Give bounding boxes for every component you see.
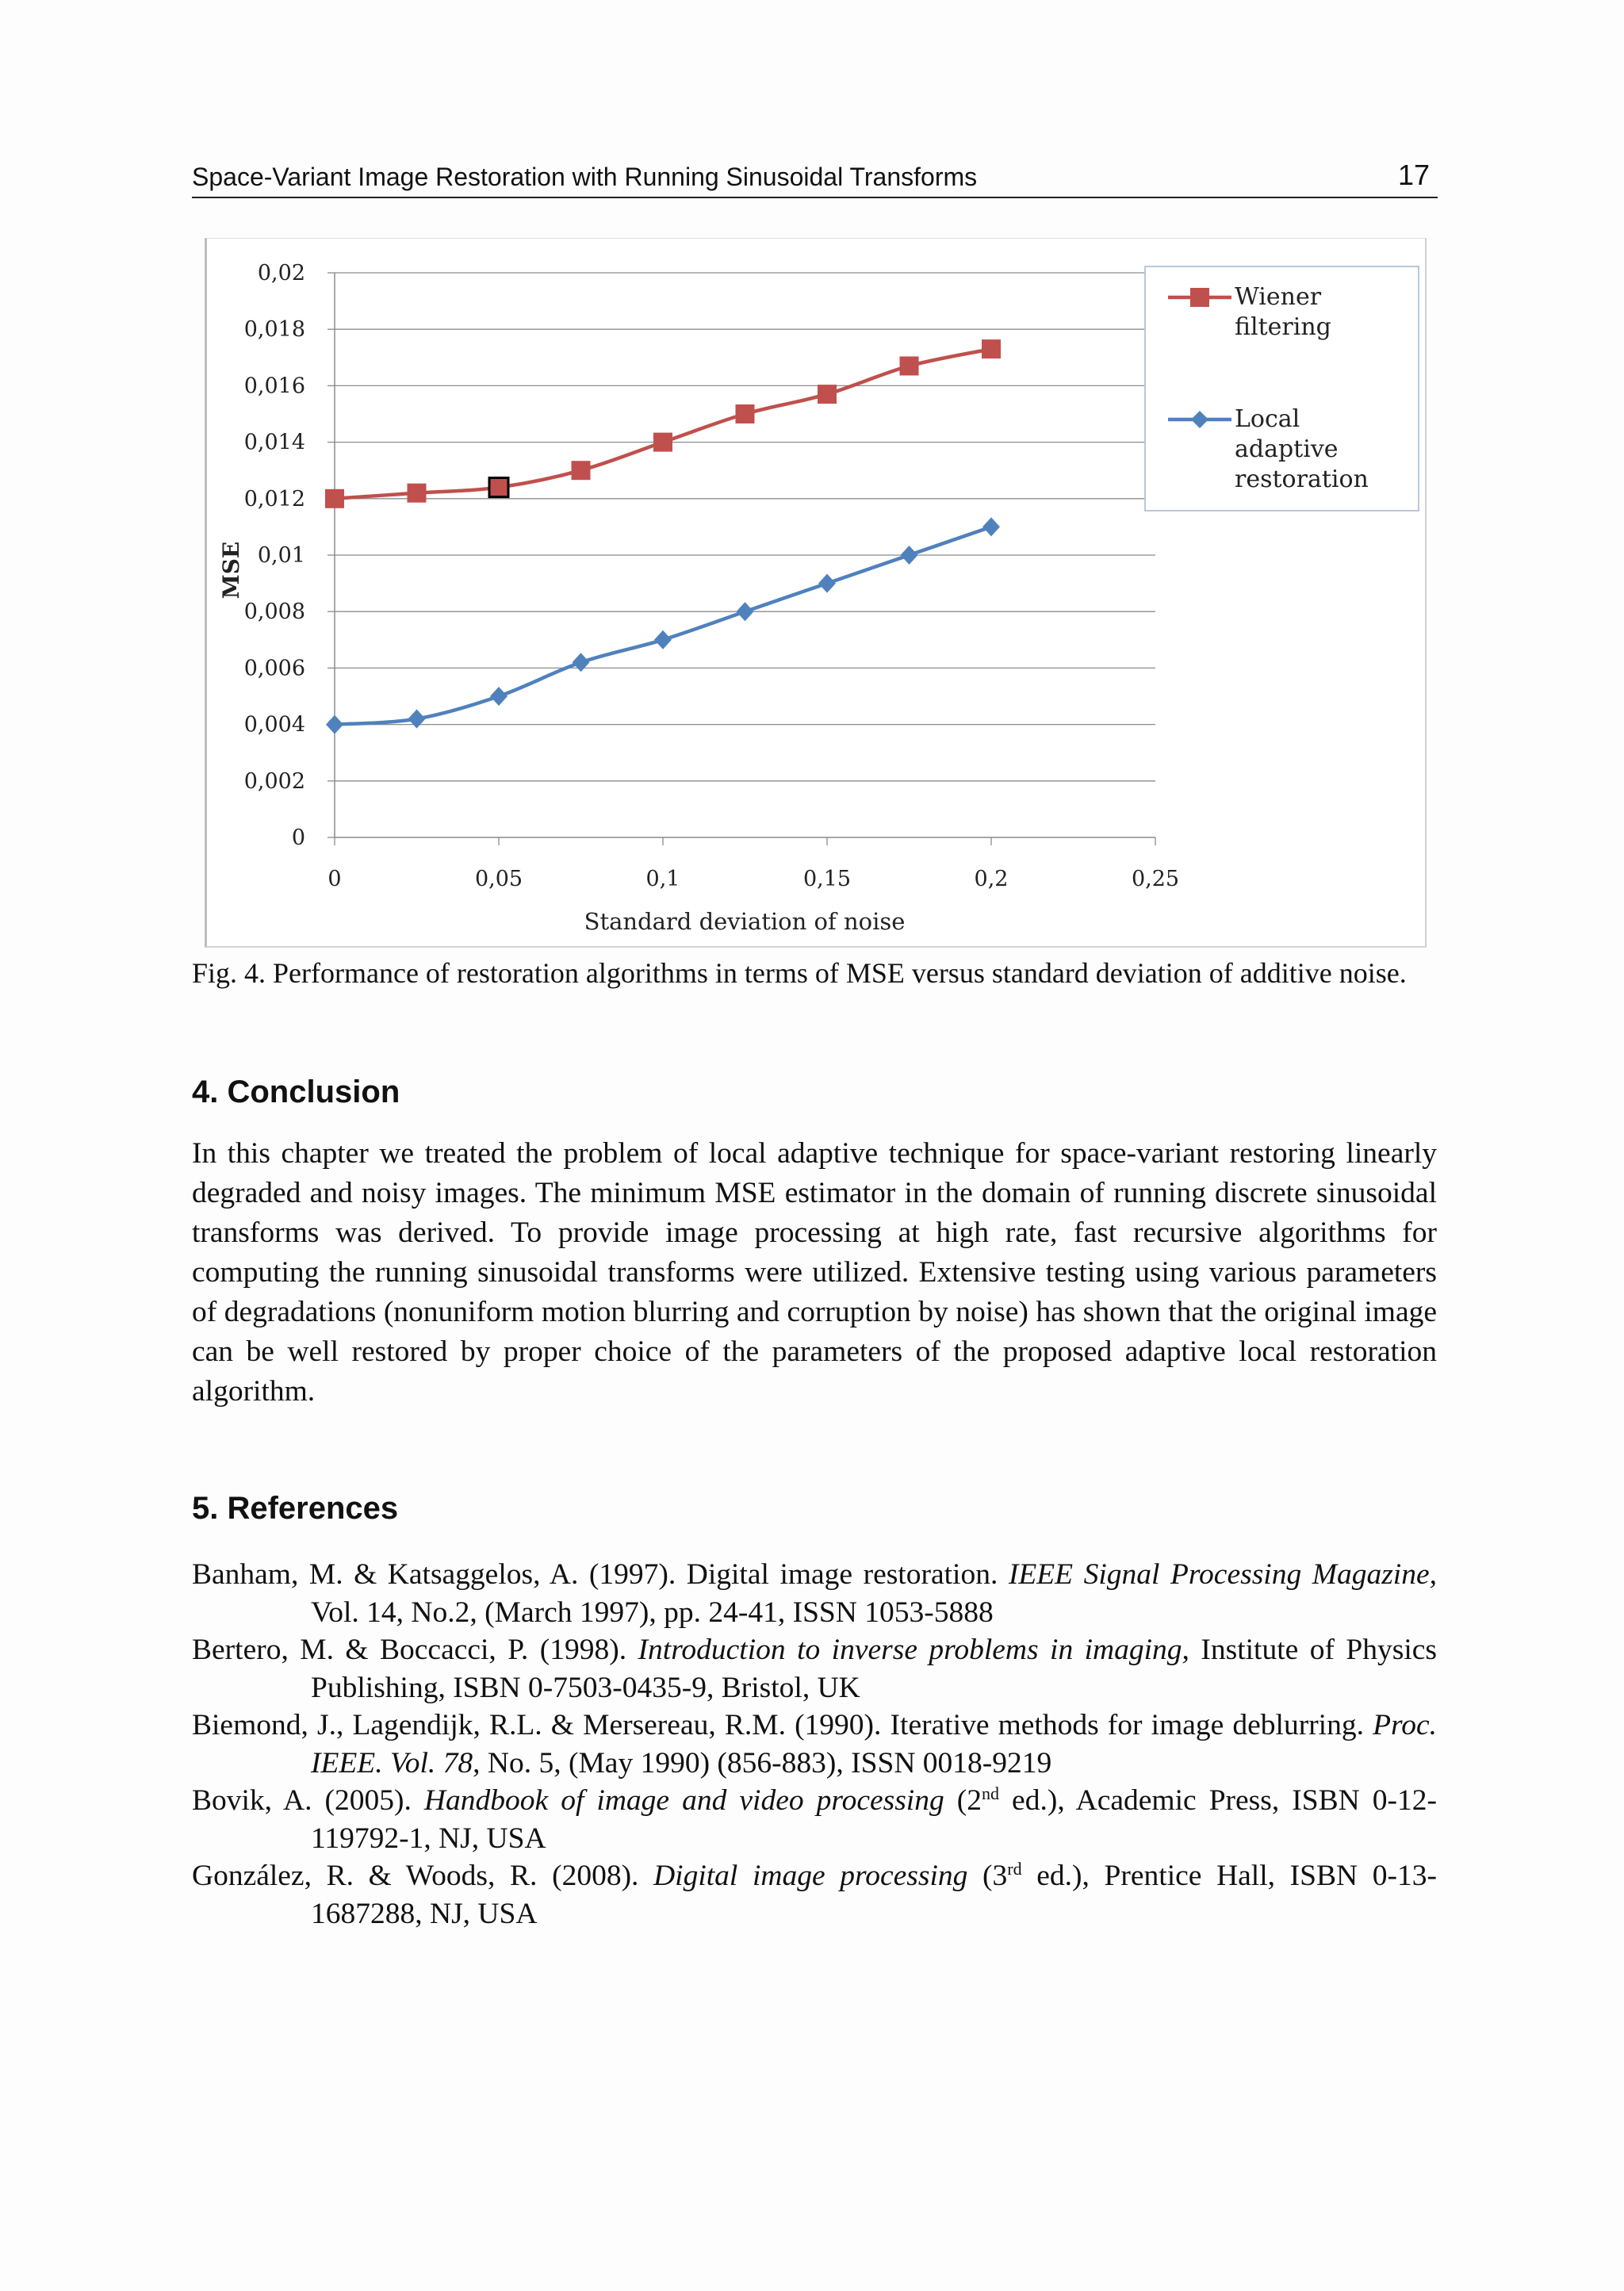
data-point-wiener [653, 433, 672, 452]
x-tick-label: 0,05 [474, 867, 523, 891]
data-point-local [818, 574, 836, 593]
figure-chart [205, 238, 1427, 948]
y-tick-label: 0,008 [243, 600, 305, 625]
y-tick-label: 0,016 [243, 374, 305, 399]
y-tick-label: 0 [291, 826, 305, 850]
reference-item [192, 1857, 1437, 1933]
conclusion-paragraph: In this chapter we treated the problem of local adaptive technique for space-variant restoring linearly degraded and noisy images. The minimum MSE estimator in the domain of running discrete sinusoidal transforms was derived. To provide image processing at high rate, fast recursive algorithms for computing the running sinusoidal transforms were utilized. Extensive testing using various parameters of degradations (nonuniform motion blurring and corruption by noise) has shown that the original image can be well restored by proper choice of the parameters of the proposed adaptive local restoration algorithm. [192, 1137, 1437, 1408]
reference-item [192, 1631, 1437, 1707]
reference-post2: ed.), Academic Press, ISBN 0-12-119792-1, NJ, USA [311, 1784, 1437, 1855]
data-point-local [408, 709, 426, 728]
data-point-local [737, 602, 754, 621]
y-tick-label: 0,012 [243, 486, 305, 511]
reference-italic: IEEE Signal Processing Magazine, [1008, 1558, 1437, 1591]
y-tick-label: 0,01 [257, 543, 305, 568]
legend-marker [1190, 288, 1209, 307]
legend-label: adaptive [1235, 435, 1339, 463]
reference-italic: Proc. IEEE. Vol. 78 [311, 1709, 1437, 1780]
legend-label: filtering [1235, 313, 1331, 341]
page-number: 17 [1397, 159, 1430, 191]
legend-label: Local [1235, 405, 1300, 433]
data-point-wiener [982, 339, 1001, 358]
series-line-wiener [335, 349, 991, 499]
reference-post: Institute of Physics Publishing, ISBN 0-7503-0435-9, Bristol, UK [311, 1634, 1437, 1704]
reference-post: Vol. 14, No.2, (March 1997), pp. 24-41, ISSN 1053-5888 [311, 1596, 994, 1629]
y-tick-label: 0,004 [243, 712, 305, 737]
y-tick-label: 0,018 [243, 317, 305, 343]
data-point-local [573, 653, 590, 672]
conclusion-heading: 4. Conclusion [192, 1075, 400, 1109]
figure-caption: Fig. 4. Performance of restoration algorithms in terms of MSE versus standard deviation of additive noise. [192, 957, 1407, 989]
running-title: Space-Variant Image Restoration with Running Sinusoidal Transforms [192, 163, 978, 191]
reference-list [192, 1556, 1437, 1933]
data-point-local [901, 546, 918, 565]
references-heading: 5. References [192, 1491, 399, 1526]
data-point-wiener [325, 489, 344, 508]
x-tick-label: 0,25 [1131, 867, 1180, 891]
running-header [192, 159, 1438, 198]
reference-sup: rd [1007, 1859, 1022, 1879]
reference-pre: Banham, M. & Katsaggelos, A. (1997). Digital image restoration. [192, 1558, 1009, 1591]
series-line-local [335, 527, 991, 724]
reference-italic: Introduction to inverse problems in imaging, [638, 1634, 1189, 1666]
reference-italic: Digital image processing [653, 1860, 968, 1892]
data-point-local [982, 517, 1000, 536]
data-point-wiener [572, 461, 591, 480]
y-tick-label: 0,02 [257, 261, 305, 285]
legend-label: restoration [1235, 465, 1369, 493]
reference-item [192, 1782, 1437, 1857]
x-tick-label: 0 [327, 867, 342, 891]
data-point-wiener [736, 404, 755, 423]
reference-post: , No. 5, (May 1990) (856-883), ISSN 0018-9219 [473, 1746, 1052, 1780]
reference-pre: González, R. & Woods, R. (2008). [192, 1860, 654, 1892]
reference-post: (2 [944, 1784, 982, 1817]
reference-post: (3 [967, 1860, 1008, 1892]
x-tick-label: 0,2 [974, 867, 1009, 891]
x-tick-label: 0,1 [645, 867, 680, 891]
data-point-wiener [408, 484, 427, 503]
x-tick-label: 0,15 [802, 867, 852, 891]
reference-pre: Bertero, M. & Boccacci, P. (1998). [192, 1634, 638, 1666]
data-point-local [654, 630, 672, 649]
data-point-local [326, 715, 343, 734]
legend-label: Wiener [1235, 283, 1322, 311]
reference-post2: ed.), Prentice Hall, ISBN 0-13-1687288, NJ, USA [311, 1860, 1437, 1930]
data-point-wiener [818, 385, 837, 404]
y-axis-label: MSE [218, 541, 244, 600]
y-tick-label: 0,002 [243, 768, 305, 794]
reference-sup: nd [982, 1783, 1000, 1803]
data-point-wiener [489, 478, 508, 497]
y-tick-label: 0,006 [243, 656, 305, 681]
data-point-wiener [900, 356, 919, 375]
reference-item [192, 1556, 1437, 1631]
reference-pre: Bovik, A. (2005). [192, 1784, 424, 1817]
mse-line-chart [207, 239, 1425, 946]
data-point-local [490, 687, 508, 706]
reference-item [192, 1707, 1437, 1782]
reference-pre: Biemond, J., Lagendijk, R.L. & Mersereau, R.M. (1990). Iterative methods for image deblurring. [192, 1709, 1373, 1741]
x-axis-label: Standard deviation of noise [584, 908, 906, 935]
y-tick-label: 0,014 [243, 430, 305, 455]
reference-italic: Handbook of image and video processing [423, 1784, 944, 1817]
